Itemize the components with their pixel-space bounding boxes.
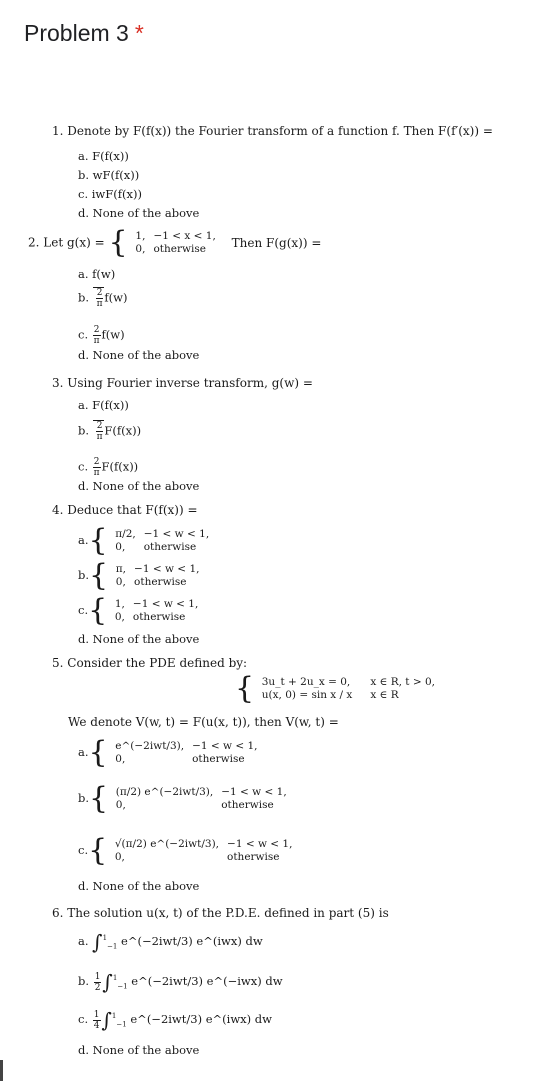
q1-option-d[interactable]: d. None of the above	[78, 206, 200, 220]
q4-text: 4. Deduce that F(f(x)) =	[52, 503, 198, 517]
q5-option-a[interactable]: a.{ e^(−2iwt/3), −1 < w < 1, 0, otherwise	[78, 735, 258, 770]
q1-option-c[interactable]: c. iwF(f(x))	[78, 187, 142, 201]
q5-pde-system: { 3u_t + 2u_x = 0, x ∈ R, t > 0, u(x, 0) = sin x / x x ∈ R	[235, 671, 436, 706]
q3-option-c[interactable]: c. $\frac{2}{\pi}$ F(f(x))	[78, 457, 139, 478]
q2-brace: {	[108, 225, 128, 260]
q2-cases: 1, −1 < x < 1, 0, otherwise	[135, 230, 216, 255]
integral-icon: ∫	[92, 930, 103, 954]
q6-text: 6. The solution u(x, t) of the P.D.E. defined in part (5) is	[52, 906, 389, 920]
q3-text: 3. Using Fourier inverse transform, g(w) =	[52, 376, 313, 390]
q6-option-d[interactable]: d. None of the above	[78, 1043, 200, 1057]
q5-text: 5. Consider the PDE defined by:	[52, 656, 248, 670]
q5-option-d[interactable]: d. None of the above	[78, 879, 200, 893]
integral-icon: ∫	[102, 970, 113, 994]
q6-option-c[interactable]: c. $\frac{1}{4}$ ∫$^1_{-1}$ e^(−2iwt/3) e^(iwx) dw	[78, 1008, 273, 1032]
q2-option-b[interactable]: b. $\frac{2}{\pi}$ f(w)	[78, 288, 128, 309]
q5-pde2: u(x, 0) = sin x / x	[261, 689, 353, 701]
q2-then: Then F(g(x)) =	[231, 235, 322, 250]
problem-title-text: Problem 3	[24, 20, 129, 46]
q1-option-a[interactable]: a. F(f(x))	[78, 149, 129, 163]
q1-text: 1. Denote by F(f(x)) the Fourier transform of a function f. Then F(f′(x)) =	[52, 124, 493, 138]
q2-prefix: 2. Let g(x) =	[28, 235, 105, 250]
q3-option-a[interactable]: a. F(f(x))	[78, 398, 129, 412]
q4-option-b[interactable]: b.{ π, −1 < w < 1, 0, otherwise	[78, 558, 200, 593]
q5-pde1: 3u_t + 2u_x = 0,	[261, 676, 351, 688]
integral-icon: ∫	[101, 1008, 112, 1032]
q4-option-a[interactable]: a.{ π/2, −1 < w < 1, 0, otherwise	[78, 523, 210, 558]
q5-option-b[interactable]: b.{ (π/2) e^(−2iwt/3), −1 < w < 1, 0, otherwise	[78, 781, 287, 816]
q5-denote: We denote V(w, t) = F(u(x, t)), then V(w, t) =	[68, 715, 339, 729]
q3-option-d[interactable]: d. None of the above	[78, 479, 200, 493]
problem-title	[24, 20, 144, 47]
q6-option-a[interactable]: a. ∫$^1_{-1}$ e^(−2iwt/3) e^(iwx) dw	[78, 930, 263, 954]
q6-option-b[interactable]: b. $\frac{1}{2}$ ∫$^1_{-1}$ e^(−2iwt/3) e^(−iwx) dw	[78, 970, 283, 994]
q4-option-c[interactable]: c.{ 1, −1 < w < 1, 0, otherwise	[78, 593, 199, 628]
q3-option-b[interactable]: b. $\frac{2}{\pi}$ F(f(x))	[78, 421, 142, 442]
q2-text	[28, 225, 322, 260]
left-edge-bar	[0, 1060, 3, 1081]
q4-option-d[interactable]: d. None of the above	[78, 632, 200, 646]
q2-option-d[interactable]: d. None of the above	[78, 348, 200, 362]
required-mark: *	[134, 20, 144, 46]
q2-option-c[interactable]: c. $\frac{2}{\pi}$ f(w)	[78, 325, 125, 346]
q1-option-b[interactable]: b. wF(f(x))	[78, 168, 140, 182]
q5-option-c[interactable]: c.{ √(π/2) e^(−2iwt/3), −1 < w < 1, 0, otherwise	[78, 833, 293, 868]
q2-option-a[interactable]: a. f(w)	[78, 267, 116, 281]
